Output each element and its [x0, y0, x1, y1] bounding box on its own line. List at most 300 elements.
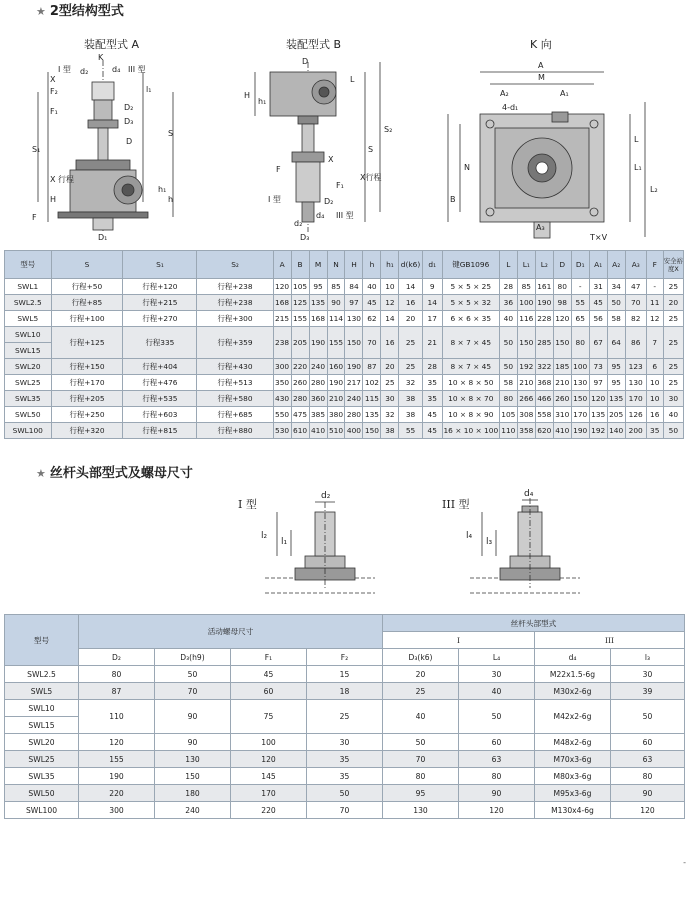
- table-cell: 20: [399, 311, 422, 327]
- table-row: [5, 423, 684, 439]
- t2-header-type3: III: [535, 632, 685, 649]
- table-cell: 80: [459, 768, 535, 785]
- table-cell: 20: [663, 295, 683, 311]
- t2-header-head: 丝杆头部型式: [383, 615, 685, 632]
- assembly-a-label: I 型: [58, 65, 71, 74]
- table-cell: 135: [589, 407, 607, 423]
- table-cell: 38: [399, 391, 422, 407]
- k-view-label: A₂: [500, 89, 509, 98]
- table-cell: 170: [231, 785, 307, 802]
- table-cell: 75: [231, 700, 307, 734]
- table-cell: 58: [607, 311, 625, 327]
- table-cell: 60: [231, 683, 307, 700]
- t2-subheader-cell: F₁: [231, 649, 307, 666]
- table-cell: 5 × 5 × 25: [442, 279, 499, 295]
- table-cell: 10 × 8 × 70: [442, 391, 499, 407]
- table-cell: 25: [383, 683, 459, 700]
- assembly-b-label: d₄: [316, 211, 325, 220]
- t2-subheader-cell: L₄: [459, 649, 535, 666]
- table-cell: 10 × 8 × 90: [442, 407, 499, 423]
- table-cell: 190: [345, 359, 363, 375]
- table-cell: 220: [79, 785, 155, 802]
- table-cell: 238: [273, 327, 291, 359]
- table-cell: 350: [273, 375, 291, 391]
- table-cell: 95: [383, 785, 459, 802]
- table-cell: 530: [273, 423, 291, 439]
- t1-header-cell: 安全裕度X: [663, 251, 683, 279]
- t1-header-cell: A₃: [625, 251, 646, 279]
- table-cell: 155: [79, 751, 155, 768]
- model-cell: SWL15: [5, 343, 52, 359]
- table-cell: 217: [345, 375, 363, 391]
- assembly-b-drawing: [240, 52, 400, 242]
- table-cell: 558: [535, 407, 553, 423]
- table-cell: 55: [571, 295, 589, 311]
- assembly-a-label: D: [126, 137, 133, 146]
- table-cell: 240: [345, 391, 363, 407]
- t2-subheader-cell: F₂: [307, 649, 383, 666]
- table-cell: 360: [309, 391, 327, 407]
- table-cell: 130: [383, 802, 459, 819]
- table-cell: M42x2-6g: [535, 700, 611, 734]
- assembly-a-label: h₁: [158, 185, 167, 194]
- assembly-a-label: F₂: [50, 87, 58, 96]
- table-cell: 280: [345, 407, 363, 423]
- table-cell: 105: [291, 279, 309, 295]
- table-cell: 40: [383, 700, 459, 734]
- table-cell: 行程+238: [197, 279, 273, 295]
- table-row: [5, 407, 684, 423]
- t1-header-cell: H: [345, 251, 363, 279]
- table-cell: 114: [327, 311, 345, 327]
- model-cell: SWL2.5: [5, 666, 79, 683]
- table-cell: 40: [363, 279, 381, 295]
- type3-head-label: l₄: [466, 531, 473, 541]
- table-cell: 180: [155, 785, 231, 802]
- table-cell: 39: [611, 683, 685, 700]
- table-cell: 95: [607, 375, 625, 391]
- table-cell: 80: [79, 666, 155, 683]
- table-cell: 150: [553, 327, 571, 359]
- table-cell: 228: [535, 311, 553, 327]
- table-cell: 40: [459, 683, 535, 700]
- table-cell: 行程+404: [123, 359, 197, 375]
- t1-header-cell: 型号: [5, 251, 52, 279]
- table-cell: 90: [155, 700, 231, 734]
- table-cell: 行程+150: [51, 359, 123, 375]
- table1-header-row: [5, 251, 684, 279]
- model-cell: SWL50: [5, 407, 52, 423]
- table-cell: 34: [607, 279, 625, 295]
- table-cell: 87: [79, 683, 155, 700]
- table-cell: 行程+815: [123, 423, 197, 439]
- table-row: [5, 734, 685, 751]
- table-cell: 120: [231, 751, 307, 768]
- table-cell: 62: [363, 311, 381, 327]
- table-cell: 70: [383, 751, 459, 768]
- type1-head-label: l₁: [281, 537, 288, 547]
- t1-header-cell: B: [291, 251, 309, 279]
- table-cell: 260: [553, 391, 571, 407]
- t1-header-cell: A₂: [607, 251, 625, 279]
- star-icon: ★: [36, 5, 46, 18]
- assembly-b-label: d₂: [294, 219, 303, 228]
- assembly-a-label: D₁: [98, 233, 108, 242]
- table-cell: 行程+685: [197, 407, 273, 423]
- table-cell: 行程+603: [123, 407, 197, 423]
- t1-header-cell: D: [553, 251, 571, 279]
- table-cell: 50: [459, 700, 535, 734]
- table-cell: 18: [307, 683, 383, 700]
- table-cell: 190: [79, 768, 155, 785]
- table-cell: 90: [611, 785, 685, 802]
- k-view-label: A₁: [560, 89, 569, 98]
- t1-header-cell: 键GB1096: [442, 251, 499, 279]
- table-cell: 35: [422, 375, 442, 391]
- table-cell: 9: [422, 279, 442, 295]
- table-cell: 50: [383, 734, 459, 751]
- table-row: [5, 785, 685, 802]
- table-cell: 30: [381, 391, 399, 407]
- table-cell: 110: [79, 700, 155, 734]
- table-cell: 85: [517, 279, 535, 295]
- table-cell: 260: [291, 375, 309, 391]
- table-cell: 10: [646, 375, 663, 391]
- table-cell: 80: [499, 391, 517, 407]
- table-cell: 170: [571, 407, 589, 423]
- table-cell: 28: [422, 359, 442, 375]
- table-cell: 190: [571, 423, 589, 439]
- table-cell: 行程+300: [197, 311, 273, 327]
- table-row: [5, 375, 684, 391]
- table-cell: 130: [345, 311, 363, 327]
- table-cell: 135: [607, 391, 625, 407]
- table-cell: 10 × 8 × 50: [442, 375, 499, 391]
- assembly-a-label: l₁: [146, 85, 152, 94]
- table-cell: 97: [589, 375, 607, 391]
- table-cell: 90: [327, 295, 345, 311]
- table-cell: 25: [663, 311, 683, 327]
- table-cell: 45: [231, 666, 307, 683]
- table-cell: 310: [553, 407, 571, 423]
- table-cell: 行程+320: [51, 423, 123, 439]
- table-cell: M70x3-6g: [535, 751, 611, 768]
- table-cell: 50: [499, 327, 517, 359]
- table-cell: 82: [625, 311, 646, 327]
- assembly-a-label: h: [168, 195, 174, 204]
- table-cell: 145: [231, 768, 307, 785]
- t1-header-cell: d(k6): [399, 251, 422, 279]
- page-footer-mark: -: [683, 858, 686, 867]
- assembly-b-label: III 型: [336, 211, 354, 220]
- table-cell: 17: [422, 311, 442, 327]
- table-cell: 32: [381, 407, 399, 423]
- model-cell: SWL35: [5, 391, 52, 407]
- assembly-a-label: X 行程: [50, 175, 75, 184]
- table-cell: 14: [399, 279, 422, 295]
- table-cell: 135: [309, 295, 327, 311]
- table-cell: 行程+238: [197, 295, 273, 311]
- table-cell: 60: [611, 734, 685, 751]
- table-cell: 28: [499, 279, 517, 295]
- table-cell: 73: [589, 359, 607, 375]
- table-cell: 192: [517, 359, 535, 375]
- k-view-label: A₃: [536, 223, 545, 232]
- t1-header-cell: M: [309, 251, 327, 279]
- table-cell: 6: [646, 359, 663, 375]
- table-row: [5, 311, 684, 327]
- table-cell: 120: [611, 802, 685, 819]
- table-cell: 125: [291, 295, 309, 311]
- table-cell: 12: [646, 311, 663, 327]
- table-cell: 行程335: [123, 327, 197, 359]
- table-cell: 行程+359: [197, 327, 273, 359]
- t2-subheader-cell: D₂: [79, 649, 155, 666]
- table-cell: 123: [625, 359, 646, 375]
- table-cell: 140: [607, 423, 625, 439]
- table-cell: 行程+270: [123, 311, 197, 327]
- t1-header-cell: S: [51, 251, 123, 279]
- table-cell: 70: [363, 327, 381, 359]
- t1-header-cell: L: [499, 251, 517, 279]
- model-cell: SWL25: [5, 751, 79, 768]
- table-cell: 210: [553, 375, 571, 391]
- table-cell: 25: [663, 279, 683, 295]
- table-cell: 130: [155, 751, 231, 768]
- type1-head-drawing: [255, 488, 385, 603]
- k-view-drawing: [440, 52, 660, 242]
- table-cell: 70: [307, 802, 383, 819]
- table-cell: 210: [327, 391, 345, 407]
- table-cell: 16 × 10 × 100: [442, 423, 499, 439]
- table-cell: 50: [663, 423, 683, 439]
- table-cell: 135: [363, 407, 381, 423]
- assembly-a-label: F₁: [50, 107, 58, 116]
- table-cell: 7: [646, 327, 663, 359]
- table-cell: 63: [459, 751, 535, 768]
- table-cell: 35: [422, 391, 442, 407]
- table-cell: 86: [625, 327, 646, 359]
- table-cell: 308: [517, 407, 535, 423]
- table-cell: 120: [553, 311, 571, 327]
- assembly-a-label: K: [98, 53, 104, 62]
- t1-header-cell: h₁: [381, 251, 399, 279]
- table-cell: 38: [381, 423, 399, 439]
- table-cell: 190: [535, 295, 553, 311]
- table-cell: 120: [273, 279, 291, 295]
- table-cell: 84: [345, 279, 363, 295]
- table-cell: 150: [345, 327, 363, 359]
- assembly-a-label: III 型: [128, 65, 146, 74]
- model-cell: SWL50: [5, 785, 79, 802]
- table-row: [5, 327, 684, 343]
- assembly-a-label: H: [50, 195, 57, 204]
- table-cell: 126: [625, 407, 646, 423]
- table-cell: M80x3-6g: [535, 768, 611, 785]
- table-cell: 50: [155, 666, 231, 683]
- table-cell: 90: [155, 734, 231, 751]
- table-cell: 64: [607, 327, 625, 359]
- table-cell: 15: [307, 666, 383, 683]
- assembly-b-label: h₁: [258, 97, 267, 106]
- table-cell: 56: [589, 311, 607, 327]
- table-cell: M30x2-6g: [535, 683, 611, 700]
- assembly-a-label: S₁: [32, 145, 41, 154]
- table-cell: 430: [273, 391, 291, 407]
- model-cell: SWL1: [5, 279, 52, 295]
- table-row: [5, 279, 684, 295]
- table-cell: 30: [307, 734, 383, 751]
- table-cell: 155: [291, 311, 309, 327]
- table-cell: 30: [663, 391, 683, 407]
- model-cell: SWL5: [5, 683, 79, 700]
- table-row: [5, 391, 684, 407]
- table-cell: 67: [589, 327, 607, 359]
- table-cell: 5 × 5 × 32: [442, 295, 499, 311]
- table-cell: 14: [381, 311, 399, 327]
- table-cell: 10: [381, 279, 399, 295]
- table-cell: 80: [571, 327, 589, 359]
- star-icon: ★: [36, 467, 46, 480]
- table-cell: 11: [646, 295, 663, 311]
- table-cell: 100: [517, 295, 535, 311]
- dimension-table-2: [4, 614, 685, 819]
- table-cell: 12: [381, 295, 399, 311]
- table-cell: 25: [663, 327, 683, 359]
- table-cell: 55: [399, 423, 422, 439]
- t2-header-model: 型号: [5, 615, 79, 666]
- table-cell: 100: [231, 734, 307, 751]
- table-cell: 300: [273, 359, 291, 375]
- t1-header-cell: S₂: [197, 251, 273, 279]
- table-cell: 150: [517, 327, 535, 359]
- table-cell: 60: [459, 734, 535, 751]
- table-cell: 200: [625, 423, 646, 439]
- table-cell: 150: [363, 423, 381, 439]
- table-row: [5, 359, 684, 375]
- table-cell: 65: [571, 311, 589, 327]
- model-cell: SWL10: [5, 700, 79, 717]
- assembly-a-label: S: [168, 129, 174, 138]
- k-view-label: B: [450, 195, 456, 204]
- t2-header-nut: 活动螺母尺寸: [79, 615, 383, 649]
- table-cell: M95x3-6g: [535, 785, 611, 802]
- table-cell: 行程+120: [123, 279, 197, 295]
- t1-header-cell: F: [646, 251, 663, 279]
- table-cell: 410: [309, 423, 327, 439]
- model-cell: SWL5: [5, 311, 52, 327]
- model-cell: SWL20: [5, 359, 52, 375]
- table-cell: 35: [307, 768, 383, 785]
- table-cell: 行程+250: [51, 407, 123, 423]
- table-cell: 40: [499, 311, 517, 327]
- table-cell: 16: [399, 295, 422, 311]
- table-cell: 205: [607, 407, 625, 423]
- t1-header-cell: D₁: [571, 251, 589, 279]
- table-cell: 50: [499, 359, 517, 375]
- table-cell: -: [571, 279, 589, 295]
- k-view-label: L₂: [650, 185, 658, 194]
- table-cell: 410: [553, 423, 571, 439]
- model-cell: SWL25: [5, 375, 52, 391]
- caption-k: K 向: [530, 38, 552, 51]
- table-cell: 155: [327, 327, 345, 359]
- table-cell: 280: [291, 391, 309, 407]
- table-cell: 30: [611, 666, 685, 683]
- table-cell: 161: [535, 279, 553, 295]
- table-cell: 380: [327, 407, 345, 423]
- model-cell: SWL100: [5, 423, 52, 439]
- table-cell: 47: [625, 279, 646, 295]
- type3-head-drawing: [460, 488, 590, 603]
- assembly-b-label: L: [350, 75, 355, 84]
- table-cell: 220: [231, 802, 307, 819]
- table-cell: 285: [535, 327, 553, 359]
- table-cell: 行程+430: [197, 359, 273, 375]
- model-cell: SWL20: [5, 734, 79, 751]
- table-cell: 10: [646, 391, 663, 407]
- table-cell: 110: [499, 423, 517, 439]
- table-cell: 130: [571, 375, 589, 391]
- table-cell: 38: [399, 407, 422, 423]
- table-cell: 45: [422, 423, 442, 439]
- assembly-a-label: D₃: [124, 117, 134, 126]
- table-cell: 550: [273, 407, 291, 423]
- table-cell: 610: [291, 423, 309, 439]
- model-cell: SWL100: [5, 802, 79, 819]
- table-cell: 45: [589, 295, 607, 311]
- table-cell: M22x1.5-6g: [535, 666, 611, 683]
- table-cell: 192: [589, 423, 607, 439]
- table-cell: 215: [273, 311, 291, 327]
- table-cell: 8 × 7 × 45: [442, 327, 499, 359]
- t1-header-cell: d₁: [422, 251, 442, 279]
- table-cell: 行程+215: [123, 295, 197, 311]
- k-view-label: L: [634, 135, 639, 144]
- table-cell: 50: [607, 295, 625, 311]
- t1-header-cell: L₂: [535, 251, 553, 279]
- table-cell: 16: [381, 327, 399, 359]
- type3-head-label: l₃: [486, 537, 493, 547]
- model-cell: SWL15: [5, 717, 79, 734]
- table-cell: 行程+205: [51, 391, 123, 407]
- table-cell: 220: [291, 359, 309, 375]
- table-cell: 210: [517, 375, 535, 391]
- table-cell: 98: [553, 295, 571, 311]
- t1-header-cell: A: [273, 251, 291, 279]
- caption-type3: III 型: [442, 498, 470, 511]
- table-cell: 25: [381, 375, 399, 391]
- table-cell: 行程+580: [197, 391, 273, 407]
- model-cell: SWL10: [5, 327, 52, 343]
- assembly-b-label: S: [368, 145, 374, 154]
- assembly-a-label: D₂: [124, 103, 134, 112]
- table-cell: 50: [611, 700, 685, 734]
- table-cell: 58: [499, 375, 517, 391]
- t2-subheader-cell: d₄: [535, 649, 611, 666]
- table-cell: 240: [309, 359, 327, 375]
- assembly-b-label: D: [302, 57, 309, 66]
- caption-a: 装配型式 A: [84, 38, 140, 51]
- table-cell: 322: [535, 359, 553, 375]
- assembly-b-label: H: [244, 91, 251, 100]
- table-cell: 102: [363, 375, 381, 391]
- section1-title: ★ 2型结构型式: [36, 4, 124, 19]
- table-cell: 190: [309, 327, 327, 359]
- table-cell: 185: [553, 359, 571, 375]
- table-cell: 475: [291, 407, 309, 423]
- table-row: [5, 683, 685, 700]
